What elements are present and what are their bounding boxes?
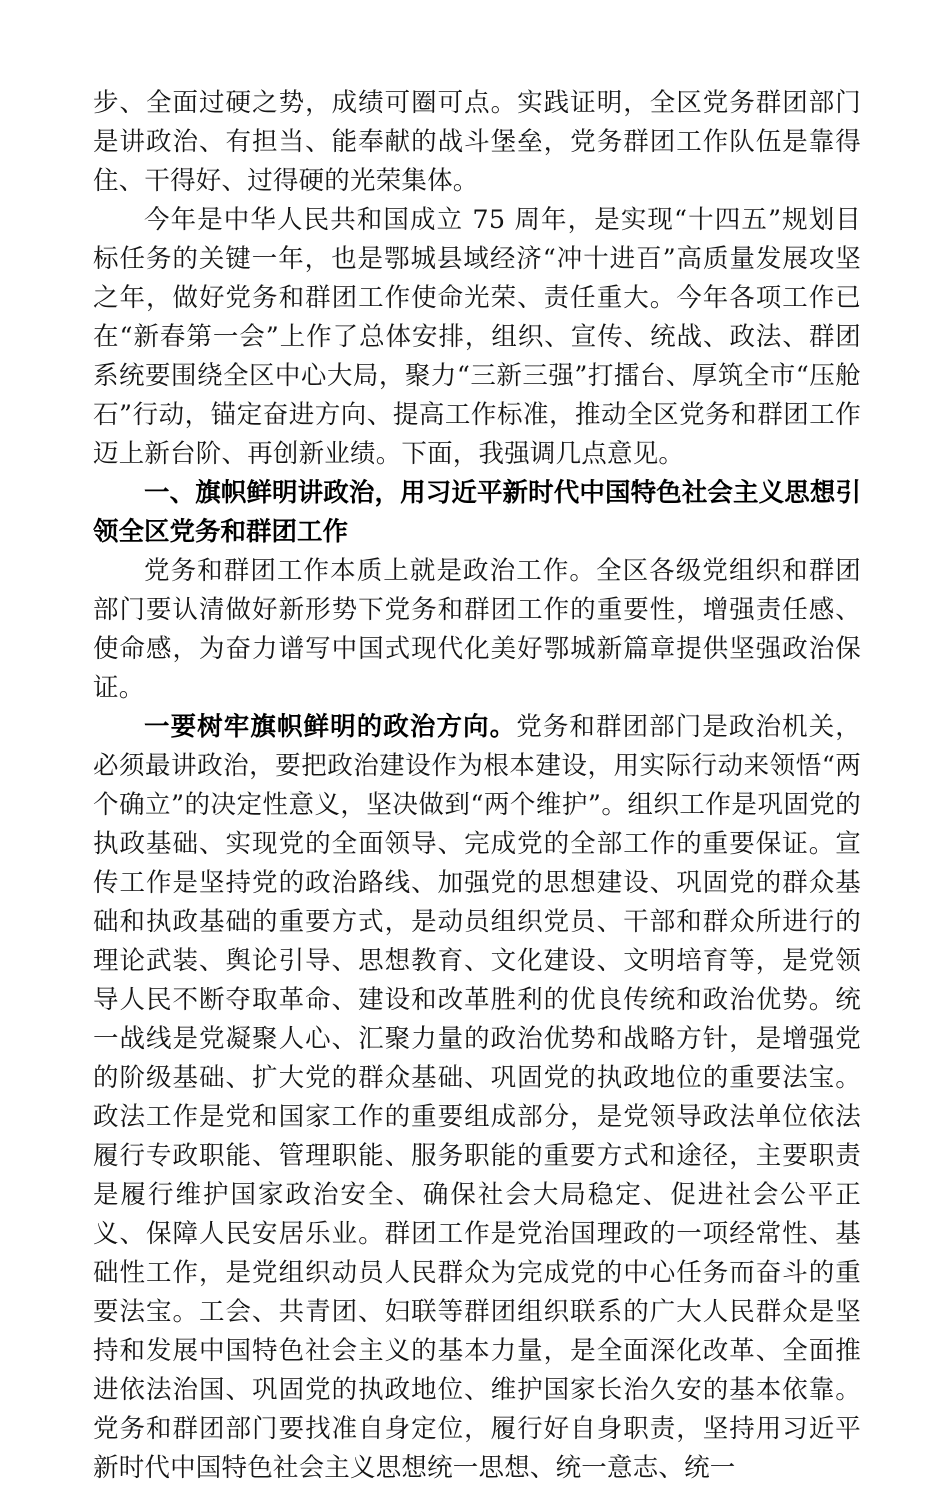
paragraph-continued-from-previous-page: 步、全面过硬之势，成绩可圈可点。实践证明，全区党务群团部门是讲政治、有担当、能奉献的战斗堡垒，党务群团工作队伍是靠得住、干得好、过得硬的光荣集体。 (93, 88, 861, 196)
paragraph-point-one (93, 708, 861, 1488)
paragraph-this-year-overview: 今年是中华人民共和国成立 75 周年，是实现“十四五”规划目标任务的关键一年，也是鄂城县域经济“冲十进百”高质量发展攻坚之年，做好党务和群团工作使命光荣、责任重大。今年各项工作已在“新春第一会”上作了总体安排，组织、宣传、统战、政法、群团系统要围绕全区中心大局，聚力“三新三强”打擂台、厚筑全市“压舱石”行动，锚定奋进方向、提高工作标准，推动全区党务和群团工作迈上新台阶、再创新业绩。下面，我强调几点意见。 (93, 205, 861, 469)
section-heading-one: 一、旗帜鲜明讲政治，用习近平新时代中国特色社会主义思想引领全区党务和群团工作 (93, 478, 861, 547)
document-text-column (93, 84, 861, 1488)
paragraph-section-one-intro: 党务和群团工作本质上就是政治工作。全区各级党组织和群团部门要认清做好新形势下党务和群团工作的重要性，增强责任感、使命感，为奋力谱写中国式现代化美好鄂城新篇章提供坚强政治保证。 (93, 556, 861, 703)
paragraph-point-one-body: 党务和群团部门是政治机关，必须最讲政治，要把政治建设作为根本建设，用实际行动来领悟“两个确立”的决定性意义，坚决做到“两个维护”。组织工作是巩固党的执政基础、实现党的全面领导、完成党的全部工作的重要保证。宣传工作是坚持党的政治路线、加强党的思想建设、巩固党的群众基础和执政基础的重要方式，是动员组织党员、干部和群众所进行的理论武装、舆论引导、思想教育、文化建设、文明培育等，是党领导人民不断夺取革命、建设和改革胜利的优良传统和政治优势。统一战线是党凝聚人心、汇聚力量的政治优势和战略方针，是增强党的阶级基础、扩大党的群众基础、巩固党的执政地位的重要法宝。政法工作是党和国家工作的重要组成部分，是党领导政法单位依法履行专政职能、管理职能、服务职能的重要方式和途径，主要职责是履行维护国家政治安全、确保社会大局稳定、促进社会公平正义、保障人民安居乐业。群团工作是党治国理政的一项经常性、基础性工作，是党组织动员人民群众为完成党的中心任务而奋斗的重要法宝。工会、共青团、妇联等群团组织联系的广大人民群众是坚持和发展中国特色社会主义的基本力量，是全面深化改革、全面推进依法治国、巩固党的执政地位、维护国家长治久安的基本依靠。党务和群团部门要找准自身定位，履行好自身职责，坚持用习近平新时代中国特色社会主义思想统一思想、统一意志、统一 (93, 712, 861, 1483)
paragraph-point-one-lead: 一要树牢旗帜鲜明的政治方向。 (144, 712, 517, 742)
